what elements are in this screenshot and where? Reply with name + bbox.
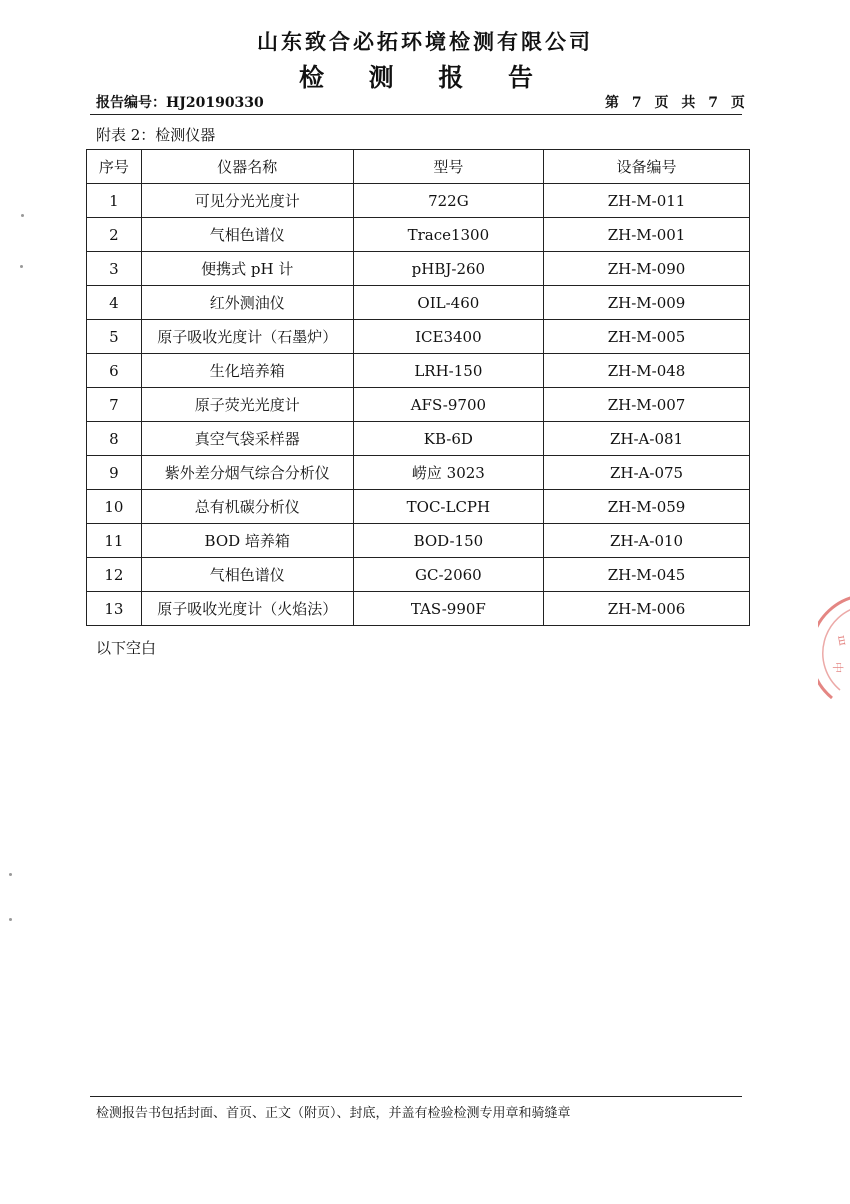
cell-index: 7 xyxy=(87,388,142,422)
cell-device-id: ZH-M-006 xyxy=(544,592,750,626)
cell-instrument-name: 紫外差分烟气综合分析仪 xyxy=(141,456,353,490)
cell-index: 9 xyxy=(87,456,142,490)
cell-instrument-name: 原子吸收光度计（火焰法） xyxy=(141,592,353,626)
table-row xyxy=(87,592,750,626)
cell-instrument-name: BOD 培养箱 xyxy=(141,524,353,558)
cell-device-id: ZH-M-090 xyxy=(544,252,750,286)
scan-speck xyxy=(20,265,23,268)
cell-device-id: ZH-A-081 xyxy=(544,422,750,456)
cell-index: 2 xyxy=(87,218,142,252)
cell-model: Trace1300 xyxy=(353,218,543,252)
cell-index: 12 xyxy=(87,558,142,592)
blank-below-note: 以下空白 xyxy=(96,639,157,657)
table-row xyxy=(87,184,750,218)
cell-instrument-name: 生化培养箱 xyxy=(141,354,353,388)
appendix-title: 附表 2：检测仪器 xyxy=(96,126,216,144)
cell-model: AFS-9700 xyxy=(353,388,543,422)
cell-index: 11 xyxy=(87,524,142,558)
table-row xyxy=(87,354,750,388)
cell-instrument-name: 原子吸收光度计（石墨炉） xyxy=(141,320,353,354)
cell-device-id: ZH-M-007 xyxy=(544,388,750,422)
cell-model: OIL-460 xyxy=(353,286,543,320)
cell-index: 6 xyxy=(87,354,142,388)
cell-device-id: ZH-M-011 xyxy=(544,184,750,218)
cell-model: TOC-LCPH xyxy=(353,490,543,524)
document-title: 检 测 报 告 xyxy=(298,63,552,92)
column-header-device-id: 设备编号 xyxy=(544,150,750,184)
table-row xyxy=(87,388,750,422)
cell-instrument-name: 可见分光光度计 xyxy=(141,184,353,218)
cell-device-id: ZH-M-005 xyxy=(544,320,750,354)
cell-model: ICE3400 xyxy=(353,320,543,354)
cell-model: GC-2060 xyxy=(353,558,543,592)
cell-index: 1 xyxy=(87,184,142,218)
report-number-value: HJ20190330 xyxy=(166,95,264,111)
cell-index: 5 xyxy=(87,320,142,354)
cell-index: 10 xyxy=(87,490,142,524)
cell-instrument-name: 原子荧光光度计 xyxy=(141,388,353,422)
company-name: 山东致合必拓环境检测有限公司 xyxy=(257,29,593,54)
cell-model: KB-6D xyxy=(353,422,543,456)
scan-speck xyxy=(9,873,12,876)
cell-index: 4 xyxy=(87,286,142,320)
footer-note: 检测报告书包括封面、首页、正文（附页）、封底，并盖有检验检测专用章和骑缝章 xyxy=(96,1106,571,1121)
page-info: 第 7 页 共 7 页 xyxy=(605,95,749,111)
svg-text:中: 中 xyxy=(831,662,844,673)
table-row xyxy=(87,320,750,354)
cell-instrument-name: 红外测油仪 xyxy=(141,286,353,320)
cell-model: 722G xyxy=(353,184,543,218)
cell-device-id: ZH-A-075 xyxy=(544,456,750,490)
seal-stamp-edge xyxy=(818,592,850,702)
report-number xyxy=(96,92,264,112)
cell-instrument-name: 真空气袋采样器 xyxy=(141,422,353,456)
column-header-name: 仪器名称 xyxy=(141,150,353,184)
column-header-model: 型号 xyxy=(353,150,543,184)
cell-device-id: ZH-M-048 xyxy=(544,354,750,388)
cell-instrument-name: 气相色谱仪 xyxy=(141,218,353,252)
cell-model: pHBJ-260 xyxy=(353,252,543,286)
report-number-label: 报告编号： xyxy=(96,95,166,111)
cell-model: BOD-150 xyxy=(353,524,543,558)
cell-instrument-name: 便携式 pH 计 xyxy=(141,252,353,286)
cell-model: 崂应 3023 xyxy=(353,456,543,490)
table-row xyxy=(87,524,750,558)
table-row xyxy=(87,286,750,320)
cell-device-id: ZH-M-045 xyxy=(544,558,750,592)
scan-speck xyxy=(9,918,12,921)
cell-device-id: ZH-M-009 xyxy=(544,286,750,320)
table-row xyxy=(87,558,750,592)
cell-index: 13 xyxy=(87,592,142,626)
cell-model: TAS-990F xyxy=(353,592,543,626)
cell-device-id: ZH-M-001 xyxy=(544,218,750,252)
table-row xyxy=(87,456,750,490)
scan-speck xyxy=(21,214,24,217)
table-body xyxy=(87,184,750,626)
table-row xyxy=(87,490,750,524)
table-header-row xyxy=(87,150,750,184)
cell-instrument-name: 气相色谱仪 xyxy=(141,558,353,592)
table-row xyxy=(87,422,750,456)
instrument-table xyxy=(86,149,750,626)
cell-model: LRH-150 xyxy=(353,354,543,388)
cell-index: 8 xyxy=(87,422,142,456)
svg-text:ш: ш xyxy=(835,634,850,647)
cell-index: 3 xyxy=(87,252,142,286)
cell-device-id: ZH-A-010 xyxy=(544,524,750,558)
column-header-index: 序号 xyxy=(87,150,142,184)
cell-device-id: ZH-M-059 xyxy=(544,490,750,524)
footer-divider xyxy=(90,1096,742,1097)
table-row xyxy=(87,252,750,286)
table-row xyxy=(87,218,750,252)
header-divider xyxy=(90,114,742,115)
cell-instrument-name: 总有机碳分析仪 xyxy=(141,490,353,524)
